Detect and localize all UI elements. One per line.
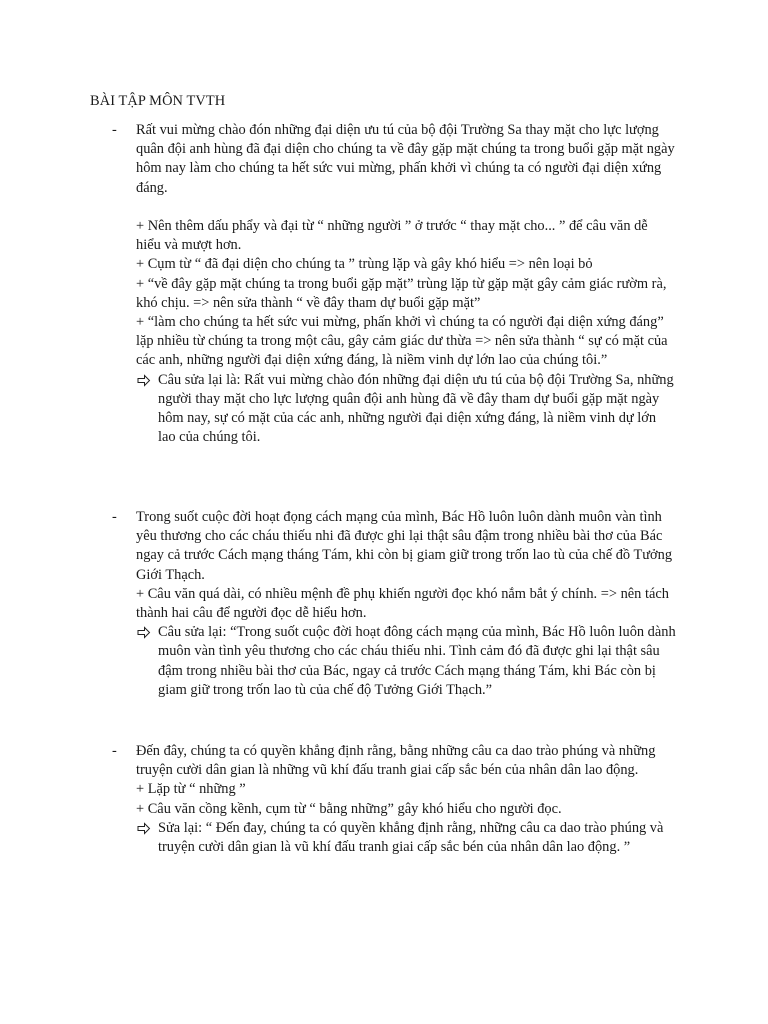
rewrite-sentence: Sửa lại: “ Đến đay, chúng ta có quyền khẳng định rằng, những câu ca dao trào phúng và truyện cười dân gian là vũ khí đấu tranh giai cấp sắc bén của nhân dân lao động. ” [158,819,664,856]
list-bullet: - [112,743,117,759]
rewrite-item [136,623,676,700]
rewrite-sentence: Câu sửa lại: “Trong suốt cuộc đời hoạt đông cách mạng của mình, Bác Hồ luôn luôn dành muôn vàn tình yêu thương cho các cháu thiếu nhi. Tình cảm đó đã được ghi lại thật sâu đậm trong nhiều bài thơ của Bác, ngay cả trước Cách mạng tháng Tám, khi Bác còn bị giam giữ trong trốn lao tù của chế độ Tưởng Giới Thạch.” [158,624,676,698]
note: + Lặp từ “ những ” [136,781,246,798]
list-bullet: - [112,122,117,138]
exercise-content [136,742,676,857]
note: + Cụm từ “ đã đại diện cho chúng ta ” trùng lặp và gây khó hiểu => nên loại bỏ [136,256,593,273]
list-bullet: - [112,509,117,525]
arrow-right-icon [136,623,152,642]
exercise-content [136,121,676,447]
exercise-content [136,508,676,700]
original-sentence: Rất vui mừng chào đón những đại diện ưu tú của bộ đội Trường Sa thay mặt cho lực lượng quân đội anh hùng đã đại diện cho chúng ta về đây gặp mặt chúng ta trong buổi gặp mặt ngày hôm nay làm cho chúng ta hết sức vui mừng, phấn khởi vì chúng ta có người đại diện xứng đáng. [136,122,675,196]
original-sentence: Đến đây, chúng ta có quyền khẳng định rằng, bằng những câu ca dao trào phúng và những truyện cười dân gian là những vũ khí đấu tranh giai cấp sắc bén của nhân dân lao động. [136,743,656,779]
note: + “làm cho chúng ta hết sức vui mừng, phấn khởi vì chúng ta có người đại diện xứng đáng” lặp nhiều từ chúng ta trong một câu, gây cảm giác dư thừa => nên sửa thành “ sự có mặt của các anh, những người đại diện xứng đáng, là niềm vinh dự lớn lao của chúng tôi.” [136,314,668,369]
rewrite-item [136,371,676,448]
document-title: BÀI TẬP MÔN TVTH [90,93,226,109]
original-sentence: Trong suốt cuộc đời hoạt đọng cách mạng của mình, Bác Hồ luôn luôn dành muôn vàn tình yêu thương cho các cháu thiếu nhi đã được ghi lại thật sâu đậm trong nhiều bài thơ của Bác ngay cả trước Cách mạng tháng Tám, khi còn bị giam giữ trong trốn lao tù của chế đồ Tưởng Giới Thạch. [136,509,673,583]
note: + Nên thêm dấu phẩy và đại từ “ những người ” ở trước “ thay mặt cho... ” để câu văn dễ hiểu và mượt hơn. [136,218,648,254]
note: + Câu văn quá dài, có nhiều mệnh đề phụ khiến người đọc khó nắm bắt ý chính. => nên tách thành hai câu để người đọc dễ hiểu hơn. [136,585,669,622]
rewrite-sentence: Câu sửa lại là: Rất vui mừng chào đón những đại diện ưu tú của bộ đội Trường Sa, những người thay mặt cho lực lượng quân đội anh hùng đã về đây tham dự buổi gặp mặt ngày hôm nay, sự có mặt của các anh, những người đại diện xứng đáng, là niềm vinh dự lớn lao của chúng tôi. [158,371,674,446]
arrow-right-icon [136,819,152,838]
note: + “về đây gặp mặt chúng ta trong buổi gặp mặt” trùng lặp từ gặp mặt gây cảm giác rườm rà, khó chịu. => nên sửa thành “ về đây tham dự buổi gặp mặt” [136,275,667,311]
arrow-right-icon [136,371,152,390]
note: + Câu văn cồng kềnh, cụm từ “ bằng những” gây khó hiểu cho người đọc. [136,800,562,817]
rewrite-item [136,819,676,857]
